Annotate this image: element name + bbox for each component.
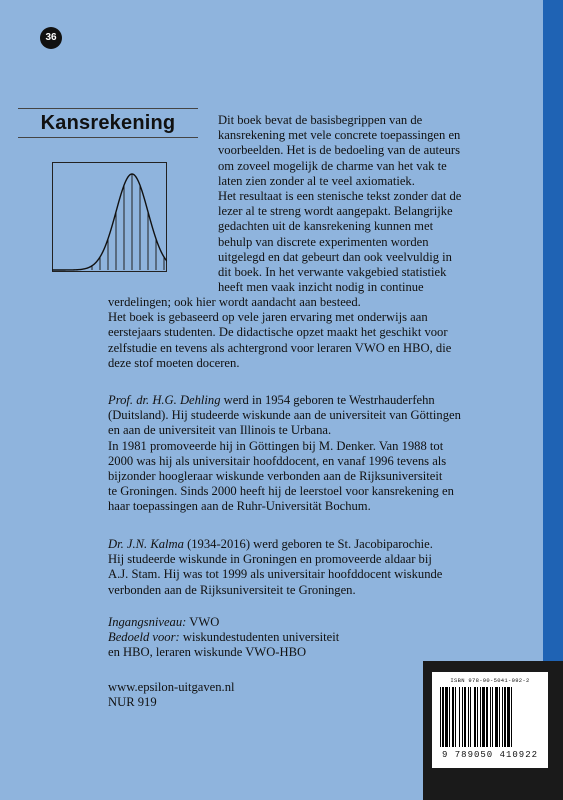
author1-name: Prof. dr. H.G. Dehling <box>108 393 221 407</box>
text-line: verbonden aan de Rijksuniversiteit te Groningen. <box>108 582 356 597</box>
author2-name: Dr. J.N. Kalma <box>108 537 184 551</box>
text-line: Het boek is gebaseerd op vele jaren ervaring met onderwijs aan <box>108 310 428 325</box>
barcode <box>432 672 548 768</box>
barcode-stripe <box>464 687 466 747</box>
text-line: en aan de universiteit van Illinois te Urbana. <box>108 423 332 438</box>
barcode-stripe <box>504 687 506 747</box>
barcode-stripe <box>462 687 463 747</box>
barcode-stripe <box>452 687 454 747</box>
density-curve <box>52 174 167 270</box>
text-line: zelfstudie en tevens als achtergrond voor leraren VWO en HBO, die <box>108 340 452 355</box>
title-rule-top <box>18 108 198 109</box>
series-number-badge: 36 <box>40 27 62 49</box>
illustration-bars <box>92 174 164 270</box>
barcode-stripe <box>486 687 488 747</box>
barcode-stripe <box>492 687 493 747</box>
text-line: verdelingen; ook hier wordt aandacht aan besteed. <box>108 295 361 309</box>
barcode-stripe <box>459 687 460 747</box>
book-title: Kansrekening <box>40 112 176 134</box>
text-line: eerstejaars studenten. De didactische opzet maakt het geschikt voor <box>108 325 448 340</box>
barcode-stripe <box>442 687 444 747</box>
text-line: lezer al te streng wordt aangepakt. Belangrijke <box>218 204 453 219</box>
text-line <box>108 630 339 645</box>
text-line: dit boek. In het verwante vakgebied statistiek <box>218 265 447 280</box>
text-line: te Groningen. Sinds 2000 heeft hij de leerstoel voor kansrekening en <box>108 484 454 499</box>
ean-digits: 9 789050 410922 <box>441 750 538 760</box>
text-line: en HBO, leraren wiskunde VWO-HBO <box>108 645 307 660</box>
barcode-stripe <box>480 687 481 747</box>
text-line: haar toepassingen aan de Ruhr-Universität Bochum. <box>108 499 371 514</box>
publisher-footer <box>108 680 235 710</box>
text-line: A.J. Stam. Hij was tot 1999 als universitair hoofddocent wiskunde <box>108 567 443 582</box>
audience-label: Bedoeld voor: <box>108 630 180 645</box>
text-line: (Duitsland). Hij studeerde wiskunde aan de universiteit van Göttingen <box>108 408 461 423</box>
barcode-stripe <box>490 687 491 747</box>
text-line: voorbeelden. Het is de bedoeling van de auteurs <box>218 143 460 158</box>
isbn-text: ISBN 978-90-5041-092-2 <box>450 677 530 684</box>
description-paragraph <box>218 113 461 295</box>
author2-bio <box>108 537 442 598</box>
title-rule-bottom <box>18 137 198 138</box>
barcode-stripe <box>470 687 471 747</box>
text-line: Hij studeerde wiskunde in Groningen en promoveerde aldaar bij <box>108 552 432 567</box>
nur-code: NUR 919 <box>108 695 157 710</box>
barcode-stripe <box>482 687 485 747</box>
text-line: uitgelegd en dat gebeurt dan ook veelvuldig in <box>218 249 452 264</box>
barcode-stripe <box>445 687 448 747</box>
barcode-stripe <box>502 687 503 747</box>
level-value: VWO <box>186 615 220 629</box>
barcode-stripe <box>468 687 469 747</box>
description-continued <box>108 295 451 371</box>
audience-value: wiskundestudenten universiteit <box>179 630 340 645</box>
text-line <box>108 615 339 630</box>
text-line: Prof. dr. H.G. Dehling werd in 1954 geboren te Westrhauderfehn <box>108 393 435 407</box>
barcode-stripe <box>495 687 498 747</box>
author1-bio <box>108 393 461 515</box>
text-line: Dr. J.N. Kalma (1934-2016) werd geboren te St. Jacobiparochie. <box>108 537 433 551</box>
text-line: gedachten uit de kansrekening kunnen met <box>218 219 434 234</box>
barcode-stripe <box>455 687 456 747</box>
barcode-stripe <box>507 687 510 747</box>
text-line: kansrekening met vele concrete toepassingen en <box>218 128 461 143</box>
text-line: 2000 was hij als universitair hoofddocent, en vanaf 1996 tevens als <box>108 453 447 468</box>
barcode-stripe <box>511 687 512 747</box>
text-line: Dit boek bevat de basisbegrippen van de <box>218 113 423 127</box>
text-line: deze stof moeten doceren. <box>108 355 240 370</box>
text-line: In 1981 promoveerde hij in Göttingen bij M. Denker. Van 1988 tot <box>108 438 444 453</box>
text-line: om zoveel mogelijk de charme van het vak te <box>218 158 447 173</box>
barcode-stripe <box>477 687 478 747</box>
text-line: Het resultaat is een stenische tekst zonder dat de <box>218 189 462 204</box>
barcode-stripe <box>499 687 500 747</box>
level-info <box>108 615 339 661</box>
barcode-stripe <box>449 687 450 747</box>
normal-distribution-illustration <box>52 162 167 272</box>
text-line: laten zien zonder al te veel axiomatiek. <box>218 173 415 188</box>
website-link[interactable]: www.epsilon-uitgaven.nl <box>108 680 235 694</box>
barcode-bars <box>438 687 542 747</box>
barcode-stripe <box>440 687 441 747</box>
level-label: Ingangsniveau: <box>108 615 187 629</box>
text-line: bijzonder hoogleraar wiskunde verbonden aan de Rijksuniversiteit <box>108 469 443 484</box>
barcode-stripe <box>474 687 476 747</box>
text-line: behulp van discrete experimenten worden <box>218 234 429 249</box>
text-line: heeft men vaak inzicht nodig in continue <box>218 280 424 295</box>
